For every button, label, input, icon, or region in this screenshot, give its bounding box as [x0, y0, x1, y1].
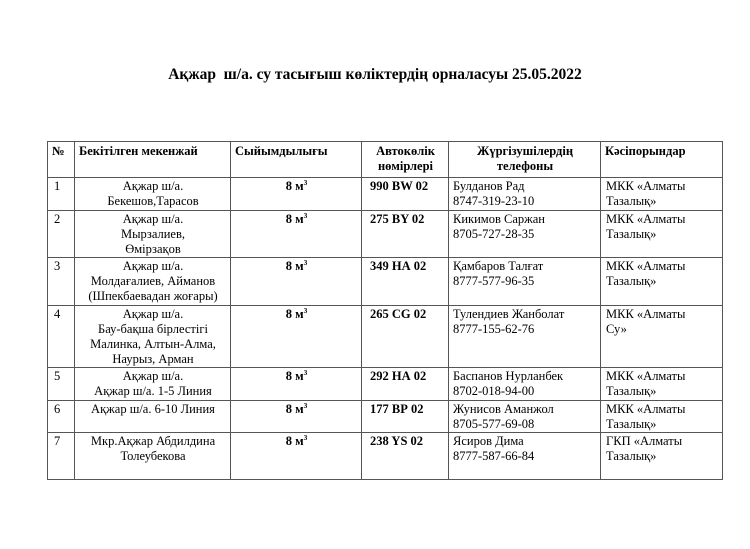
org-line: Тазалық»	[606, 227, 657, 241]
driver-phone: 8702-018-94-00	[453, 384, 535, 398]
driver-phone: 8705-577-69-08	[453, 417, 535, 431]
capacity-unit-exponent: 3	[303, 402, 308, 410]
header-drivers: Жүргізушілердің телефоны	[449, 142, 601, 178]
header-org: Кәсіпорындар	[601, 142, 723, 178]
capacity-unit-exponent: 3	[303, 259, 308, 267]
org-line: Тазалық»	[606, 417, 657, 431]
capacity-cell	[231, 178, 362, 211]
table-row	[48, 433, 723, 480]
capacity-value: 8 м	[285, 434, 304, 448]
driver-phone: 8705-727-28-35	[453, 227, 535, 241]
address-line: Ақжар ш/а. 6-10 Линия	[91, 402, 215, 416]
table-row	[48, 211, 723, 258]
plate-cell: 990 BW 02	[362, 178, 449, 211]
driver-name: Қамбаров Талғат	[453, 259, 544, 273]
table-row	[48, 306, 723, 368]
address-line: Өмірзақов	[125, 242, 181, 256]
address-line: (Шпекбаевадан жоғары)	[88, 289, 218, 303]
capacity-cell	[231, 211, 362, 258]
document-title: Ақжар ш/а. су тасығыш көліктердің орналасуы 25.05.2022	[168, 66, 582, 83]
capacity-cell	[231, 306, 362, 368]
driver-phone: 8747-319-23-10	[453, 194, 535, 208]
capacity-cell	[231, 258, 362, 306]
address-cell	[75, 433, 231, 480]
address-line: Толеубекова	[120, 449, 186, 463]
row-number: 6	[48, 401, 75, 433]
address-cell	[75, 178, 231, 211]
capacity-unit-exponent: 3	[303, 179, 308, 187]
org-line: Су»	[606, 322, 627, 336]
address-cell	[75, 211, 231, 258]
capacity-value: 8 м	[285, 369, 304, 383]
plate-cell: 177 ВР 02	[362, 401, 449, 433]
capacity-unit-exponent: 3	[303, 434, 308, 442]
vehicle-table	[47, 141, 723, 480]
org-line: Тазалық»	[606, 384, 657, 398]
plate-cell: 238 YS 02	[362, 433, 449, 480]
driver-cell	[449, 433, 601, 480]
org-cell	[601, 211, 723, 258]
address-line: Ақжар ш/а.	[122, 259, 184, 273]
org-cell	[601, 433, 723, 480]
address-line: Малинка, Алтын-Алма,	[90, 337, 216, 351]
table-row	[48, 401, 723, 433]
address-line: Ақжар ш/а.	[122, 369, 184, 383]
capacity-value: 8 м	[285, 307, 304, 321]
address-line: Молдағалиев, Айманов	[90, 274, 216, 288]
address-line: Ақжар ш/а.	[122, 307, 184, 321]
org-line: Тазалық»	[606, 274, 657, 288]
table-row	[48, 368, 723, 401]
capacity-value: 8 м	[285, 212, 304, 226]
address-cell	[75, 368, 231, 401]
address-cell	[75, 401, 231, 433]
driver-cell	[449, 401, 601, 433]
address-line: Наурыз, Арман	[112, 352, 194, 366]
capacity-unit-exponent: 3	[303, 369, 308, 377]
row-number: 4	[48, 306, 75, 368]
org-line: МКК «Алматы	[606, 402, 686, 416]
capacity-unit-exponent: 3	[303, 307, 308, 315]
header-plate: Автокөлік нөмірлері	[362, 142, 449, 178]
capacity-value: 8 м	[285, 402, 304, 416]
row-number: 1	[48, 178, 75, 211]
org-line: МКК «Алматы	[606, 179, 686, 193]
driver-name: Баспанов Нурланбек	[453, 369, 564, 383]
driver-name: Жунисов Аманжол	[453, 402, 554, 416]
org-line: МКК «Алматы	[606, 369, 686, 383]
address-line: Мырзалиев,	[120, 227, 185, 241]
header-num: №	[48, 142, 75, 178]
table-row	[48, 258, 723, 306]
driver-name: Ясиров Дима	[453, 434, 524, 448]
driver-name: Булданов Рад	[453, 179, 525, 193]
org-line: МКК «Алматы	[606, 212, 686, 226]
address-cell	[75, 258, 231, 306]
address-line: Ақжар ш/а.	[122, 212, 184, 226]
capacity-value: 8 м	[285, 179, 304, 193]
plate-cell: 292 НА 02	[362, 368, 449, 401]
row-number: 2	[48, 211, 75, 258]
org-line: Тазалық»	[606, 449, 657, 463]
capacity-cell	[231, 401, 362, 433]
table-header-row	[48, 142, 723, 178]
capacity-cell	[231, 368, 362, 401]
driver-cell	[449, 178, 601, 211]
org-cell	[601, 258, 723, 306]
table-row	[48, 178, 723, 211]
org-cell	[601, 306, 723, 368]
capacity-unit-exponent: 3	[303, 212, 308, 220]
address-cell	[75, 306, 231, 368]
org-line: МКК «Алматы	[606, 307, 686, 321]
driver-cell	[449, 306, 601, 368]
address-line: Бау-бақша бірлестігі	[98, 322, 208, 336]
driver-cell	[449, 211, 601, 258]
header-capacity: Сыйымдылығы	[231, 142, 362, 178]
address-line: Ақжар ш/а. 1-5 Линия	[94, 384, 212, 398]
plate-cell: 349 НА 02	[362, 258, 449, 306]
driver-phone: 8777-577-96-35	[453, 274, 535, 288]
org-cell	[601, 178, 723, 211]
org-line: Тазалық»	[606, 194, 657, 208]
org-cell	[601, 401, 723, 433]
capacity-cell	[231, 433, 362, 480]
driver-name: Тулендиев Жанболат	[453, 307, 565, 321]
org-line: ГКП «Алматы	[606, 434, 683, 448]
address-line: Мкр.Ақжар Абдилдина	[90, 434, 216, 448]
address-line: Бекешов,Тарасов	[107, 194, 199, 208]
org-line: МКК «Алматы	[606, 259, 686, 273]
row-number: 7	[48, 433, 75, 480]
plate-cell: 275 BY 02	[362, 211, 449, 258]
driver-phone: 8777-587-66-84	[453, 449, 535, 463]
header-address: Бекітілген мекенжай	[75, 142, 231, 178]
driver-phone: 8777-155-62-76	[453, 322, 535, 336]
capacity-value: 8 м	[285, 259, 304, 273]
org-cell	[601, 368, 723, 401]
row-number: 3	[48, 258, 75, 306]
driver-cell	[449, 258, 601, 306]
plate-cell: 265 CG 02	[362, 306, 449, 368]
address-line: Ақжар ш/а.	[122, 179, 184, 193]
driver-cell	[449, 368, 601, 401]
row-number: 5	[48, 368, 75, 401]
driver-name: Кикимов Саржан	[453, 212, 545, 226]
